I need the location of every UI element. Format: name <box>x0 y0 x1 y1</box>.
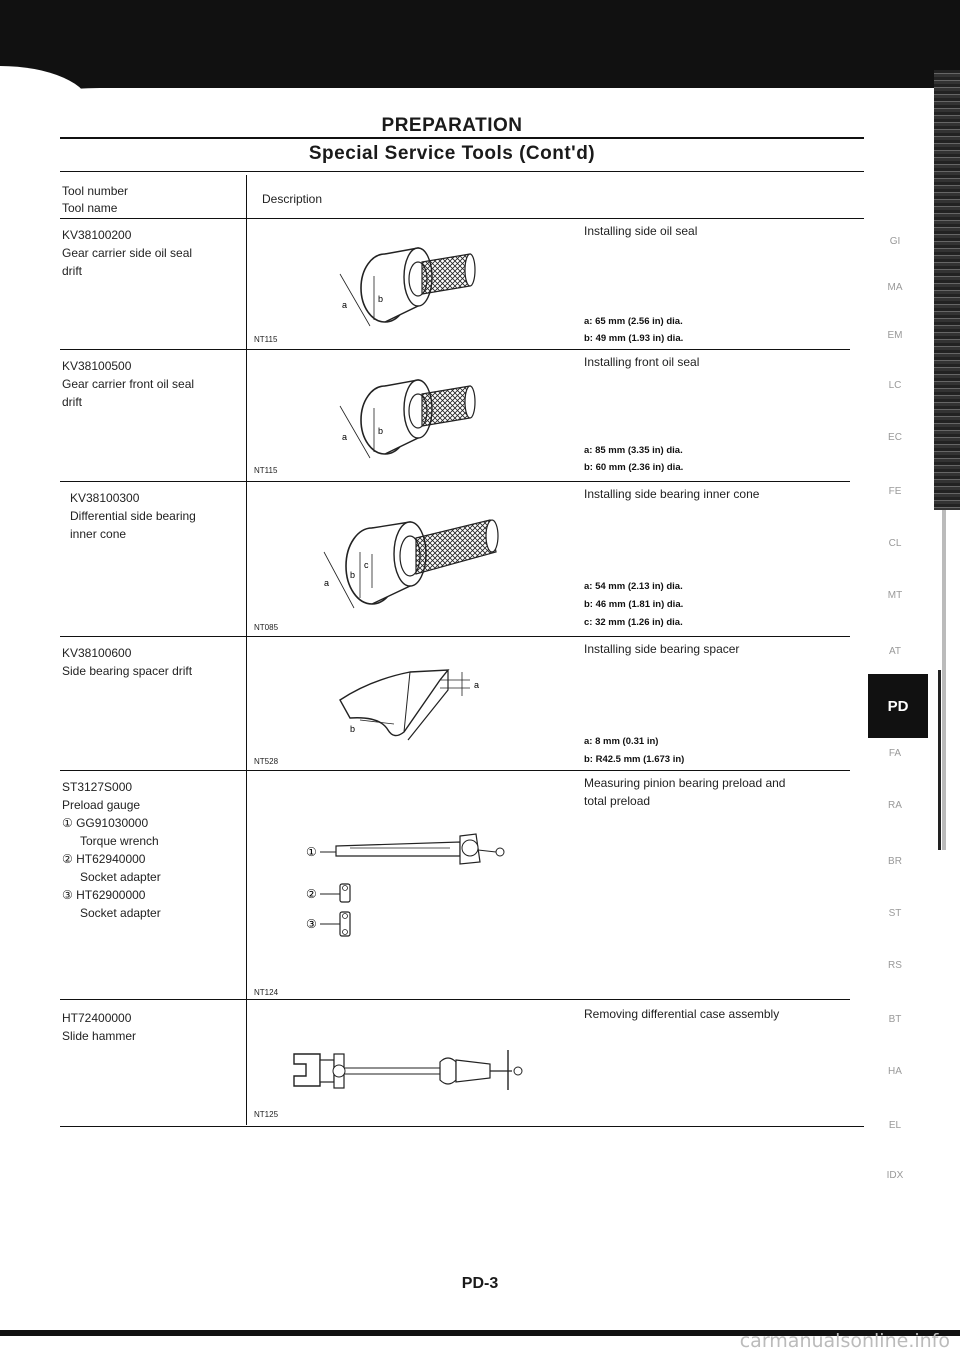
row-divider <box>60 636 246 637</box>
tool-description: Installing side oil seal <box>584 224 698 238</box>
tool-number: KV38100300 <box>70 491 140 505</box>
bearing-cone-drift-illustration <box>310 508 510 618</box>
dimension-spec: b: R42.5 mm (1.673 in) <box>584 754 685 765</box>
tool-description: Installing front oil seal <box>584 355 700 369</box>
row-divider <box>246 481 850 482</box>
row-divider <box>60 481 246 482</box>
side-index-item: FE <box>888 486 902 497</box>
tool-name-line: ② HT62940000 <box>62 852 146 866</box>
figure-code: NT085 <box>254 623 279 632</box>
tool-description: Installing side bearing spacer <box>584 642 740 656</box>
side-index-item: FA <box>888 748 902 759</box>
tool-name-line: Torque wrench <box>80 834 159 848</box>
tool-description: Installing side bearing inner cone <box>584 487 760 501</box>
tool-name-line: drift <box>62 395 83 409</box>
tool-name-line: Side bearing spacer drift <box>62 664 193 678</box>
title-rule <box>60 137 864 139</box>
figure-label: ① <box>306 845 317 859</box>
figure-code: NT115 <box>254 335 278 344</box>
dimension-spec: b: 60 mm (2.36 in) dia. <box>584 462 684 473</box>
figure-label: ② <box>306 887 317 901</box>
watermark: carmanualsonline.info <box>739 1330 950 1352</box>
dimension-spec: a: 85 mm (3.35 in) dia. <box>584 445 683 456</box>
dimension-spec: b: 46 mm (1.81 in) dia. <box>584 599 684 610</box>
tool-number: KV38100500 <box>62 359 132 373</box>
row-divider <box>246 636 850 637</box>
side-index-item: ST <box>888 908 902 919</box>
dimension-spec: c: 32 mm (1.26 in) dia. <box>584 617 683 628</box>
side-index-item: HA <box>888 1066 902 1077</box>
tool-description: total preload <box>584 794 651 808</box>
top-black-band <box>0 0 960 96</box>
figure-label: a <box>324 578 330 588</box>
header-tool-name: Tool name <box>62 201 118 215</box>
right-edge-marker-line <box>938 670 941 850</box>
dimension-spec: a: 65 mm (2.56 in) dia. <box>584 316 683 327</box>
section-tab-pd[interactable]: PD <box>868 674 928 738</box>
figure-label: c <box>364 560 369 570</box>
figure-label: a <box>342 432 348 442</box>
side-index-item: RA <box>888 800 902 811</box>
side-index-item: LC <box>888 380 902 391</box>
figure-code: NT528 <box>254 757 279 766</box>
tool-name-line: Slide hammer <box>62 1029 137 1043</box>
side-index-item: IDX <box>886 1170 904 1181</box>
row-divider <box>60 349 246 350</box>
dimension-spec: a: 8 mm (0.31 in) <box>584 736 659 747</box>
figure-label: b <box>350 570 356 580</box>
side-index-item: EL <box>888 1120 902 1131</box>
row-divider <box>246 349 850 350</box>
figure-label: a <box>342 300 348 310</box>
side-index-item: BT <box>888 1014 902 1025</box>
slide-hammer-illustration <box>290 1040 530 1100</box>
spacer-drift-illustration <box>330 660 490 750</box>
side-index-item: BR <box>888 856 902 867</box>
tool-description: Measuring pinion bearing preload and <box>584 776 786 790</box>
tool-description: Removing differential case assembly <box>584 1007 780 1021</box>
tool-number: ST3127S000 <box>62 780 133 794</box>
figure-label: b <box>378 426 384 436</box>
top-band-underside <box>40 88 960 100</box>
page-number: PD-3 <box>461 1275 499 1292</box>
side-index-item: GI <box>889 236 901 247</box>
side-index-item: AT <box>888 646 902 657</box>
right-edge-scan-bar <box>934 70 960 510</box>
figure-label: b <box>378 294 384 304</box>
dimension-spec: b: 49 mm (1.93 in) dia. <box>584 333 684 344</box>
tool-name-line: Gear carrier front oil seal <box>62 377 195 391</box>
row-divider <box>246 999 850 1000</box>
preload-gauge-illustration <box>300 822 520 952</box>
page-subtitle: Special Service Tools (Cont'd) <box>308 143 596 164</box>
header-rule <box>60 218 864 219</box>
tool-name-line: Gear carrier side oil seal <box>62 246 193 260</box>
subtitle-rule <box>60 171 864 172</box>
tool-number: HT72400000 <box>62 1011 132 1025</box>
side-index-item: RS <box>888 960 902 971</box>
tool-number: KV38100200 <box>62 228 132 242</box>
tool-name-line: ① GG91030000 <box>62 816 149 830</box>
figure-label: a <box>474 680 480 690</box>
dimension-spec: a: 54 mm (2.13 in) dia. <box>584 581 683 592</box>
tool-name-line: inner cone <box>70 527 127 541</box>
oil-seal-drift-illustration <box>330 236 480 336</box>
tool-name-line: ③ HT62900000 <box>62 888 146 902</box>
figure-code: NT115 <box>254 466 278 475</box>
side-index-item: EM <box>887 330 903 341</box>
tool-name-line: drift <box>62 264 83 278</box>
header-description: Description <box>262 192 323 206</box>
tool-name-line: Socket adapter <box>80 870 161 884</box>
row-divider <box>60 770 246 771</box>
front-oil-seal-drift-illustration <box>330 368 480 468</box>
figure-label: b <box>350 724 356 734</box>
section-title: PREPARATION <box>381 115 523 136</box>
tool-name-line: Preload gauge <box>62 798 141 812</box>
tool-name-line: Differential side bearing <box>70 509 196 523</box>
header-tool-number: Tool number <box>62 184 129 198</box>
side-index-item: MT <box>887 590 903 601</box>
figure-code: NT125 <box>254 1110 279 1119</box>
table-bottom-rule <box>60 1126 864 1127</box>
side-index-item: EC <box>888 432 902 443</box>
tool-name-line: Socket adapter <box>80 906 161 920</box>
figure-label: ③ <box>306 917 317 931</box>
row-divider <box>246 770 850 771</box>
side-index-item: CL <box>888 538 902 549</box>
side-index-item: MA <box>887 282 903 293</box>
right-edge-scan-line <box>942 510 946 850</box>
figure-code: NT124 <box>254 988 279 997</box>
column-divider <box>246 175 247 1125</box>
row-divider <box>60 999 246 1000</box>
tool-number: KV38100600 <box>62 646 132 660</box>
